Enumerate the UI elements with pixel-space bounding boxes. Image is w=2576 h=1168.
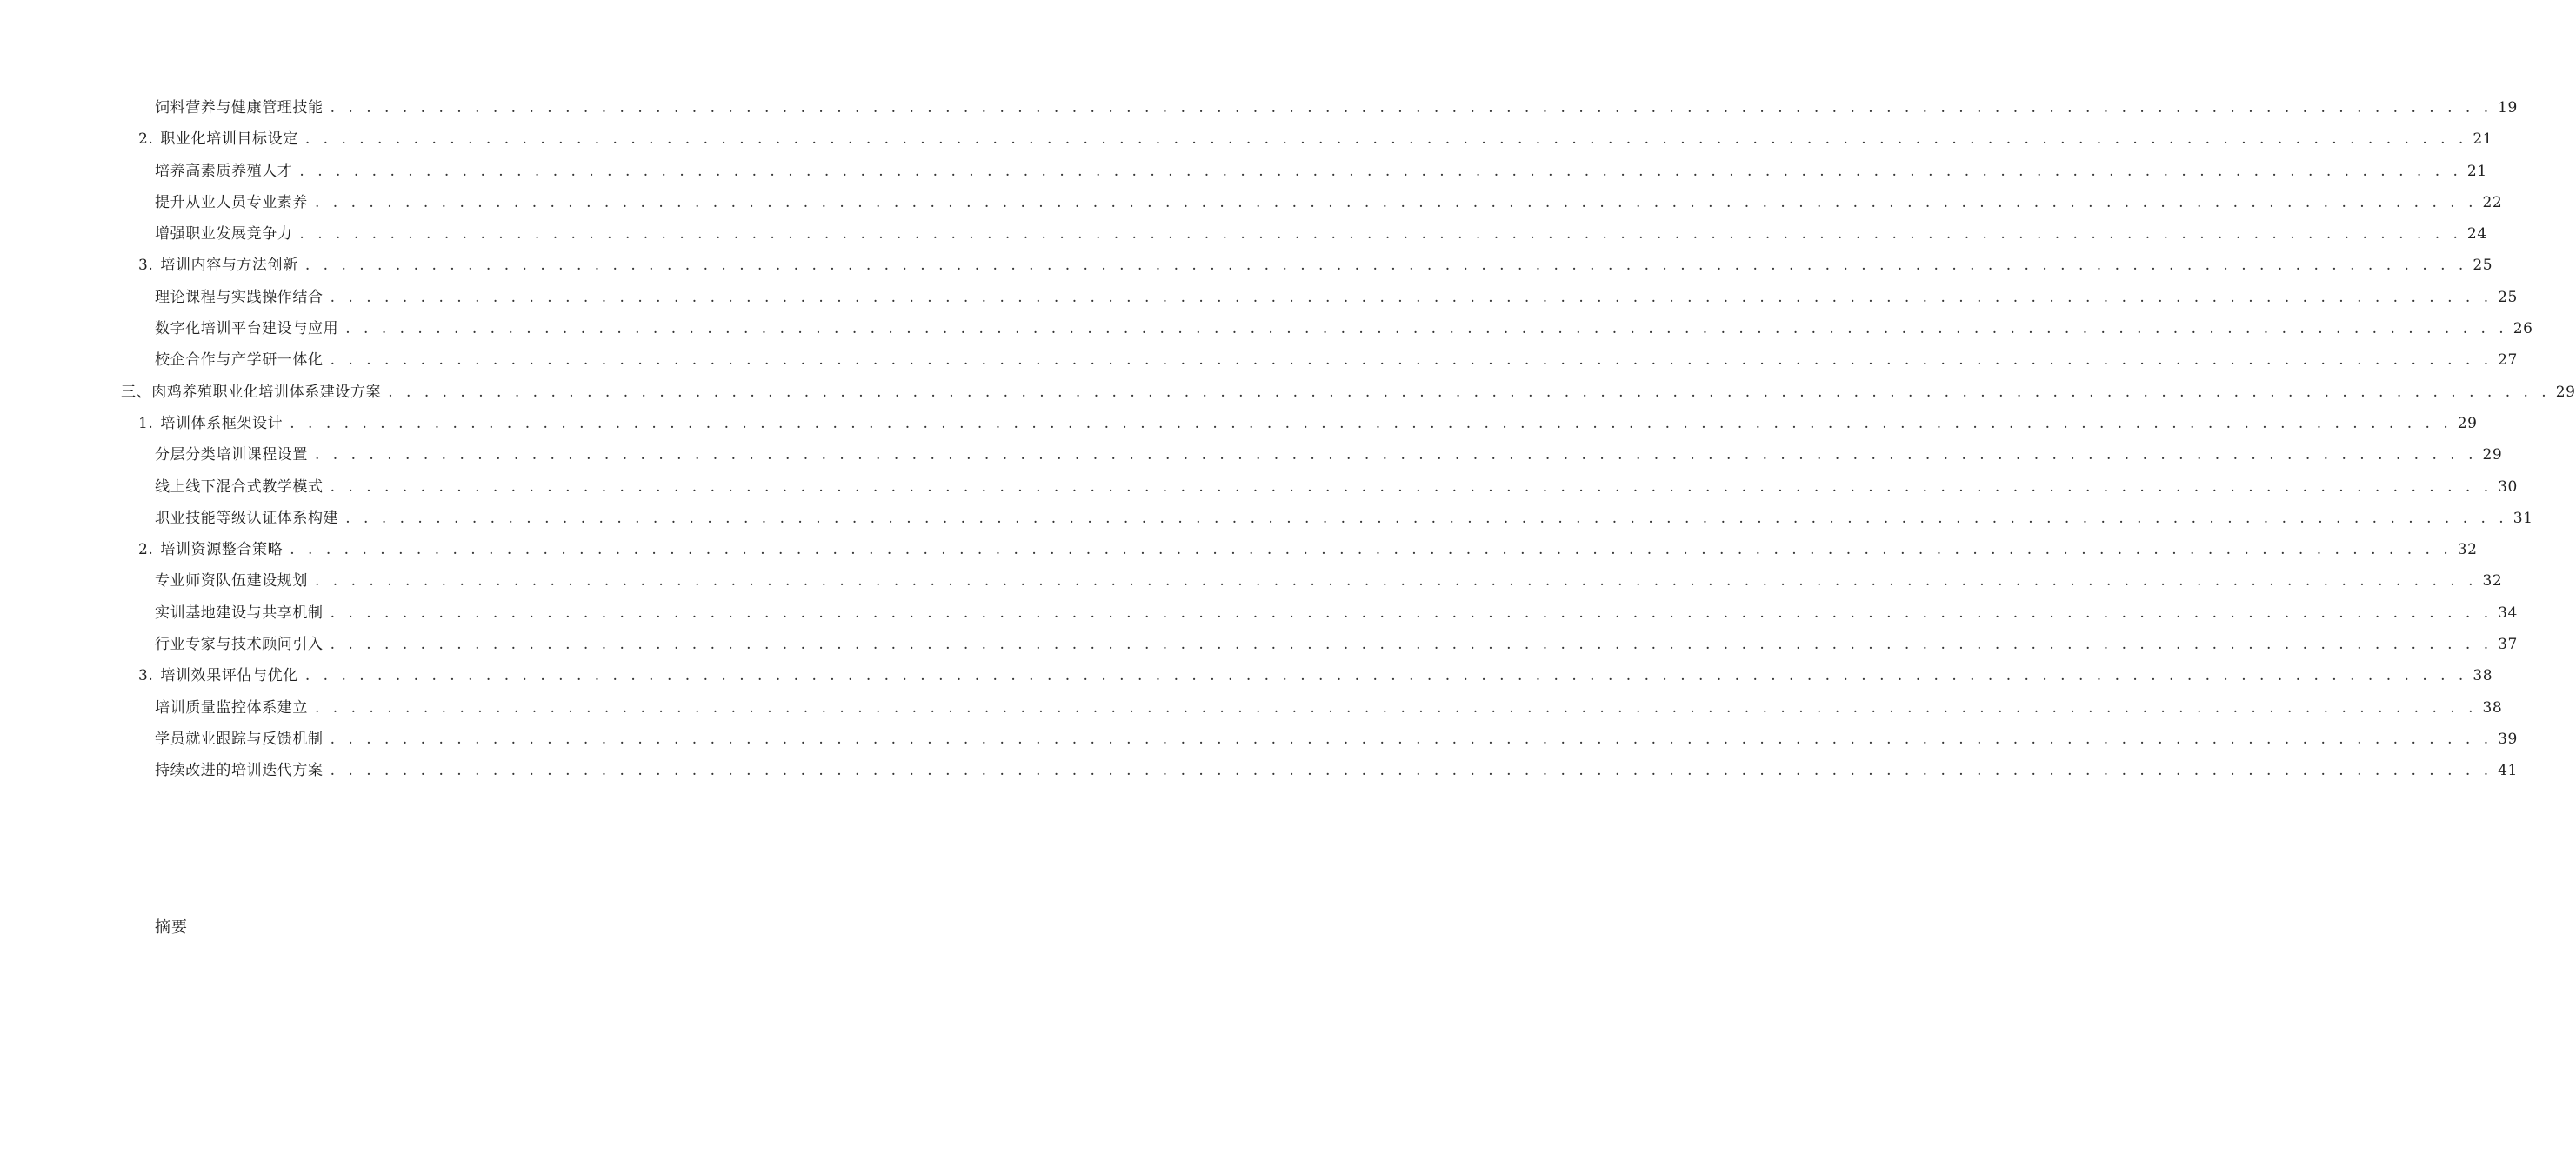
toc-page-number: 21 bbox=[2473, 130, 2493, 149]
toc-entry-title: 数字化培训平台建设与应用 bbox=[155, 320, 339, 338]
toc-page-number: 29 bbox=[2457, 414, 2478, 432]
toc-entry-title: 持续改进的培训迭代方案 bbox=[155, 762, 324, 780]
toc-dot-leader: . . . . . . . . . . . . . . . . . . . . . . . . . . . . . . . . . . . . . . . . . . . . . . . . . . . . . . . . . . . . . . . . . . . . . . . . . . . . . . . . . . . . . . . . . . . . . . . . . . . . . . . . . . . . . . . . . . . . . . . . bbox=[299, 225, 2462, 244]
table-of-contents bbox=[0, 92, 2576, 787]
toc-entry-title: 培训资源整合策略 bbox=[160, 541, 284, 559]
toc-page-number: 22 bbox=[2482, 193, 2503, 211]
toc-dot-leader: . . . . . . . . . . . . . . . . . . . . . . . . . . . . . . . . . . . . . . . . . . . . . . . . . . . . . . . . . . . . . . . . . . . . . . . . . . . . . . . . . . . . . . . . . . . . . . . . . . . . . . . . . . . . . . . . . . . . . . . . bbox=[290, 414, 2453, 432]
toc-dot-leader: . . . . . . . . . . . . . . . . . . . . . . . . . . . . . . . . . . . . . . . . . . . . . . . . . . . . . . . . . . . . . . . . . . . . . . . . . . . . . . . . . . . . . . . . . . . . . . . . . . . . . . . . . . . . . . . . . . . . . . . . bbox=[315, 572, 2478, 591]
toc-page-number: 24 bbox=[2466, 225, 2487, 244]
toc-page-number: 27 bbox=[2498, 351, 2518, 370]
toc-dot-leader: . . . . . . . . . . . . . . . . . . . . . . . . . . . . . . . . . . . . . . . . . . . . . . . . . . . . . . . . . . . . . . . . . . . . . . . . . . . . . . . . . . . . . . . . . . . . . . . . . . . . . . . . . . . . . . . . . . . . . . . . bbox=[290, 541, 2453, 559]
toc-entry[interactable] bbox=[0, 503, 2533, 534]
abstract-heading: 摘要 bbox=[155, 918, 188, 937]
toc-entry-title: 实训基地建设与共享机制 bbox=[155, 604, 324, 622]
toc-dot-leader: . . . . . . . . . . . . . . . . . . . . . . . . . . . . . . . . . . . . . . . . . . . . . . . . . . . . . . . . . . . . . . . . . . . . . . . . . . . . . . . . . . . . . . . . . . . . . . . . . . . . . . . . . . . . . . . . . . . . . . . . bbox=[330, 351, 2493, 370]
toc-dot-leader: . . . . . . . . . . . . . . . . . . . . . . . . . . . . . . . . . . . . . . . . . . . . . . . . . . . . . . . . . . . . . . . . . . . . . . . . . . . . . . . . . . . . . . . . . . . . . . . . . . . . . . . . . . . . . . . . . . . . . . . . bbox=[330, 762, 2493, 780]
toc-entry-title: 学员就业跟踪与反馈机制 bbox=[155, 730, 324, 748]
toc-entry-title: 专业师资队伍建设规划 bbox=[155, 572, 308, 591]
toc-dot-leader: . . . . . . . . . . . . . . . . . . . . . . . . . . . . . . . . . . . . . . . . . . . . . . . . . . . . . . . . . . . . . . . . . . . . . . . . . . . . . . . . . . . . . . . . . . . . . . . . . . . . . . . . . . . . . . . . . . . . . . . . bbox=[315, 193, 2478, 211]
toc-entry-title: 饲料营养与健康管理技能 bbox=[155, 99, 324, 117]
toc-dot-leader: . . . . . . . . . . . . . . . . . . . . . . . . . . . . . . . . . . . . . . . . . . . . . . . . . . . . . . . . . . . . . . . . . . . . . . . . . . . . . . . . . . . . . . . . . . . . . . . . . . . . . . . . . . . . . . . . . . . . . . . . bbox=[330, 99, 2493, 117]
toc-entry[interactable] bbox=[0, 92, 2518, 123]
toc-entry[interactable] bbox=[0, 313, 2533, 344]
toc-page-number: 32 bbox=[2457, 541, 2478, 559]
toc-entry-number: 3. bbox=[138, 667, 154, 685]
toc-entry-number: 3. bbox=[138, 257, 154, 275]
toc-page-number: 37 bbox=[2498, 636, 2518, 654]
toc-page-number: 32 bbox=[2482, 572, 2503, 591]
toc-entry[interactable] bbox=[0, 250, 2493, 281]
toc-page-number: 39 bbox=[2498, 730, 2518, 748]
toc-entry-number: 1. bbox=[138, 414, 154, 432]
toc-entry-title: 分层分类培训课程设置 bbox=[155, 446, 308, 464]
toc-entry[interactable] bbox=[0, 629, 2518, 660]
toc-entry-title: 培训质量监控体系建立 bbox=[155, 698, 308, 717]
toc-entry[interactable] bbox=[0, 439, 2503, 471]
toc-dot-leader: . . . . . . . . . . . . . . . . . . . . . . . . . . . . . . . . . . . . . . . . . . . . . . . . . . . . . . . . . . . . . . . . . . . . . . . . . . . . . . . . . . . . . . . . . . . . . . . . . . . . . . . . . . . . . . . . . . . . . . . . bbox=[345, 320, 2508, 338]
toc-entry[interactable] bbox=[0, 408, 2478, 439]
toc-page-number: 29 bbox=[2482, 446, 2503, 464]
toc-dot-leader: . . . . . . . . . . . . . . . . . . . . . . . . . . . . . . . . . . . . . . . . . . . . . . . . . . . . . . . . . . . . . . . . . . . . . . . . . . . . . . . . . . . . . . . . . . . . . . . . . . . . . . . . . . . . . . . . . . . . . . . . bbox=[330, 604, 2493, 622]
toc-dot-leader: . . . . . . . . . . . . . . . . . . . . . . . . . . . . . . . . . . . . . . . . . . . . . . . . . . . . . . . . . . . . . . . . . . . . . . . . . . . . . . . . . . . . . . . . . . . . . . . . . . . . . . . . . . . . . . . . . . . . . . . . bbox=[315, 698, 2478, 717]
toc-entry-title: 培训效果评估与优化 bbox=[160, 667, 298, 685]
toc-entry[interactable] bbox=[0, 344, 2518, 376]
toc-page-number: 25 bbox=[2498, 288, 2518, 306]
toc-page-number: 30 bbox=[2498, 477, 2518, 496]
toc-dot-leader: . . . . . . . . . . . . . . . . . . . . . . . . . . . . . . . . . . . . . . . . . . . . . . . . . . . . . . . . . . . . . . . . . . . . . . . . . . . . . . . . . . . . . . . . . . . . . . . . . . . . . . . . . . . . . . . . . . . . . . . . bbox=[388, 383, 2551, 401]
toc-page-number: 31 bbox=[2513, 509, 2533, 527]
toc-entry[interactable] bbox=[0, 123, 2493, 155]
toc-entry-title: 三、肉鸡养殖职业化培训体系建设方案 bbox=[121, 383, 382, 401]
toc-entry[interactable] bbox=[0, 218, 2487, 250]
toc-entry-title: 培训体系框架设计 bbox=[160, 414, 284, 432]
toc-page-number: 25 bbox=[2473, 257, 2493, 275]
toc-dot-leader: . . . . . . . . . . . . . . . . . . . . . . . . . . . . . . . . . . . . . . . . . . . . . . . . . . . . . . . . . . . . . . . . . . . . . . . . . . . . . . . . . . . . . . . . . . . . . . . . . . . . . . . . . . . . . . . . . . . . . . . . bbox=[330, 730, 2493, 748]
toc-dot-leader: . . . . . . . . . . . . . . . . . . . . . . . . . . . . . . . . . . . . . . . . . . . . . . . . . . . . . . . . . . . . . . . . . . . . . . . . . . . . . . . . . . . . . . . . . . . . . . . . . . . . . . . . . . . . . . . . . . . . . . . . bbox=[299, 162, 2462, 180]
toc-dot-leader: . . . . . . . . . . . . . . . . . . . . . . . . . . . . . . . . . . . . . . . . . . . . . . . . . . . . . . . . . . . . . . . . . . . . . . . . . . . . . . . . . . . . . . . . . . . . . . . . . . . . . . . . . . . . . . . . . . . . . . . . bbox=[315, 446, 2478, 464]
toc-entry[interactable] bbox=[0, 692, 2503, 724]
toc-entry[interactable] bbox=[0, 156, 2487, 187]
toc-entry[interactable] bbox=[0, 377, 2576, 408]
toc-entry[interactable] bbox=[0, 597, 2518, 629]
toc-dot-leader: . . . . . . . . . . . . . . . . . . . . . . . . . . . . . . . . . . . . . . . . . . . . . . . . . . . . . . . . . . . . . . . . . . . . . . . . . . . . . . . . . . . . . . . . . . . . . . . . . . . . . . . . . . . . . . . . . . . . . . . . bbox=[304, 667, 2468, 685]
toc-page-number: 38 bbox=[2473, 667, 2493, 685]
toc-dot-leader: . . . . . . . . . . . . . . . . . . . . . . . . . . . . . . . . . . . . . . . . . . . . . . . . . . . . . . . . . . . . . . . . . . . . . . . . . . . . . . . . . . . . . . . . . . . . . . . . . . . . . . . . . . . . . . . . . . . . . . . . bbox=[304, 130, 2468, 149]
toc-dot-leader: . . . . . . . . . . . . . . . . . . . . . . . . . . . . . . . . . . . . . . . . . . . . . . . . . . . . . . . . . . . . . . . . . . . . . . . . . . . . . . . . . . . . . . . . . . . . . . . . . . . . . . . . . . . . . . . . . . . . . . . . bbox=[345, 509, 2508, 527]
toc-page-number: 21 bbox=[2466, 162, 2487, 180]
toc-dot-leader: . . . . . . . . . . . . . . . . . . . . . . . . . . . . . . . . . . . . . . . . . . . . . . . . . . . . . . . . . . . . . . . . . . . . . . . . . . . . . . . . . . . . . . . . . . . . . . . . . . . . . . . . . . . . . . . . . . . . . . . . bbox=[304, 257, 2468, 275]
toc-page-number: 29 bbox=[2555, 383, 2576, 401]
toc-entry-title: 增强职业发展竞争力 bbox=[155, 225, 293, 244]
toc-entry[interactable] bbox=[0, 471, 2518, 503]
toc-entry-title: 提升从业人员专业素养 bbox=[155, 193, 308, 211]
toc-entry[interactable] bbox=[0, 282, 2518, 313]
toc-entry-number: 2. bbox=[138, 541, 154, 559]
toc-entry-title: 职业化培训目标设定 bbox=[160, 130, 298, 149]
toc-entry[interactable] bbox=[0, 660, 2493, 691]
toc-entry[interactable] bbox=[0, 534, 2478, 565]
toc-entry-title: 职业技能等级认证体系构建 bbox=[155, 509, 339, 527]
toc-entry[interactable] bbox=[0, 187, 2503, 218]
toc-entry-title: 理论课程与实践操作结合 bbox=[155, 288, 324, 306]
toc-page-number: 34 bbox=[2498, 604, 2518, 622]
toc-dot-leader: . . . . . . . . . . . . . . . . . . . . . . . . . . . . . . . . . . . . . . . . . . . . . . . . . . . . . . . . . . . . . . . . . . . . . . . . . . . . . . . . . . . . . . . . . . . . . . . . . . . . . . . . . . . . . . . . . . . . . . . . bbox=[330, 288, 2493, 306]
toc-entry[interactable] bbox=[0, 755, 2518, 786]
toc-entry-title: 培训内容与方法创新 bbox=[160, 257, 298, 275]
toc-page-number: 19 bbox=[2498, 99, 2518, 117]
toc-entry-title: 行业专家与技术顾问引入 bbox=[155, 636, 324, 654]
toc-dot-leader: . . . . . . . . . . . . . . . . . . . . . . . . . . . . . . . . . . . . . . . . . . . . . . . . . . . . . . . . . . . . . . . . . . . . . . . . . . . . . . . . . . . . . . . . . . . . . . . . . . . . . . . . . . . . . . . . . . . . . . . . bbox=[330, 636, 2493, 654]
toc-page-number: 26 bbox=[2513, 320, 2533, 338]
toc-entry[interactable] bbox=[0, 724, 2518, 755]
toc-page-number: 41 bbox=[2498, 762, 2518, 780]
toc-entry-number: 2. bbox=[138, 130, 154, 149]
toc-entry-title: 培养高素质养殖人才 bbox=[155, 162, 293, 180]
toc-entry-title: 线上线下混合式教学模式 bbox=[155, 477, 324, 496]
toc-page-number: 38 bbox=[2482, 698, 2503, 717]
toc-entry-title: 校企合作与产学研一体化 bbox=[155, 351, 324, 370]
toc-entry[interactable] bbox=[0, 565, 2503, 597]
toc-dot-leader: . . . . . . . . . . . . . . . . . . . . . . . . . . . . . . . . . . . . . . . . . . . . . . . . . . . . . . . . . . . . . . . . . . . . . . . . . . . . . . . . . . . . . . . . . . . . . . . . . . . . . . . . . . . . . . . . . . . . . . . . bbox=[330, 477, 2493, 496]
